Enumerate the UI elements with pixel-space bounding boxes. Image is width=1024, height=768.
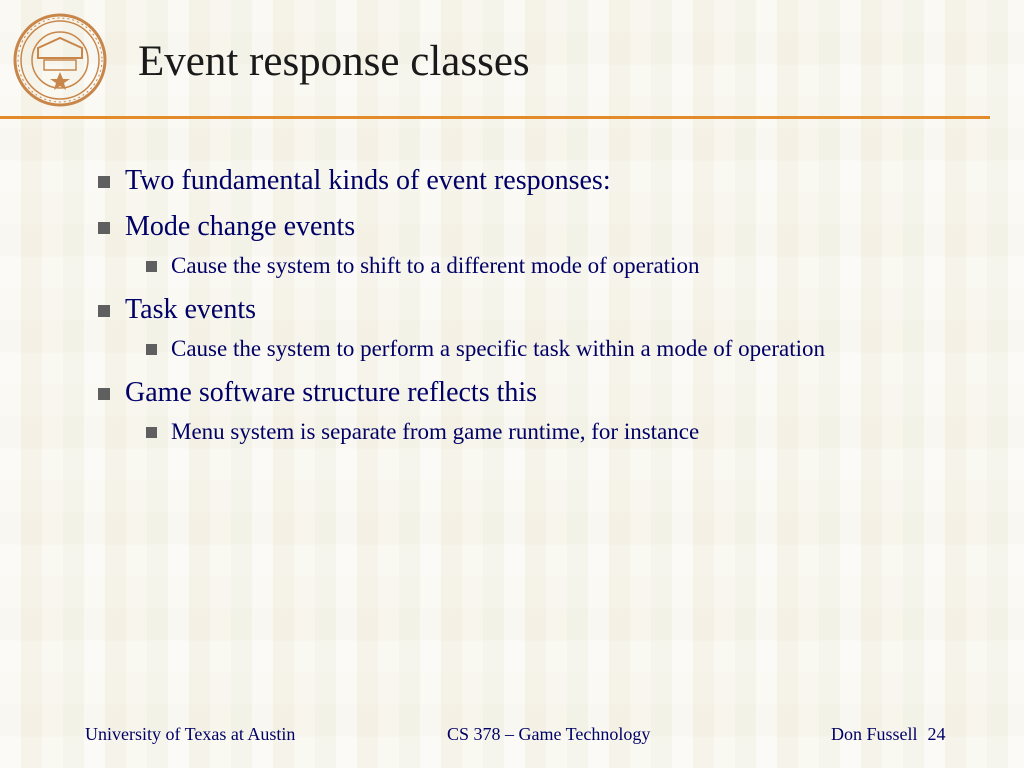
sub-bullet-text: Menu system is separate from game runtime, for instance — [171, 419, 700, 444]
sub-bullet-item — [142, 332, 896, 365]
sub-bullet-text: Cause the system to perform a specific task within a mode of operation — [171, 336, 826, 361]
bullet-text: Game software structure reflects this — [125, 377, 538, 408]
footer-institution: University of Texas at Austin — [85, 724, 296, 744]
sub-bullet-item — [142, 249, 896, 282]
sub-bullet-item — [142, 415, 896, 448]
bullet-square-icon — [98, 305, 110, 317]
bullet-square-icon — [98, 222, 110, 234]
page-number: 24 — [927, 724, 946, 744]
bullet-square-icon — [98, 176, 110, 188]
bullet-item — [96, 292, 896, 328]
bullet-square-icon — [98, 388, 110, 400]
bullet-text: Task events — [125, 294, 257, 325]
bullet-text: Two fundamental kinds of event responses: — [125, 165, 611, 196]
sub-bullet-text: Cause the system to shift to a different mode of operation — [171, 253, 700, 278]
footer-author-page — [831, 724, 946, 745]
sub-bullet-square-icon — [146, 261, 157, 272]
bullet-item — [96, 209, 896, 245]
footer-author: Don Fussell — [831, 724, 918, 744]
bullet-list — [96, 163, 896, 458]
sub-bullet-square-icon — [146, 344, 157, 355]
university-seal-icon — [12, 12, 108, 108]
bullet-item — [96, 163, 896, 199]
sub-bullet-square-icon — [146, 427, 157, 438]
bullet-text: Mode change events — [125, 211, 356, 242]
slide-title: Event response classes — [138, 38, 530, 85]
footer-course: CS 378 – Game Technology — [447, 724, 651, 744]
title-divider — [0, 116, 990, 119]
bullet-item — [96, 375, 896, 411]
